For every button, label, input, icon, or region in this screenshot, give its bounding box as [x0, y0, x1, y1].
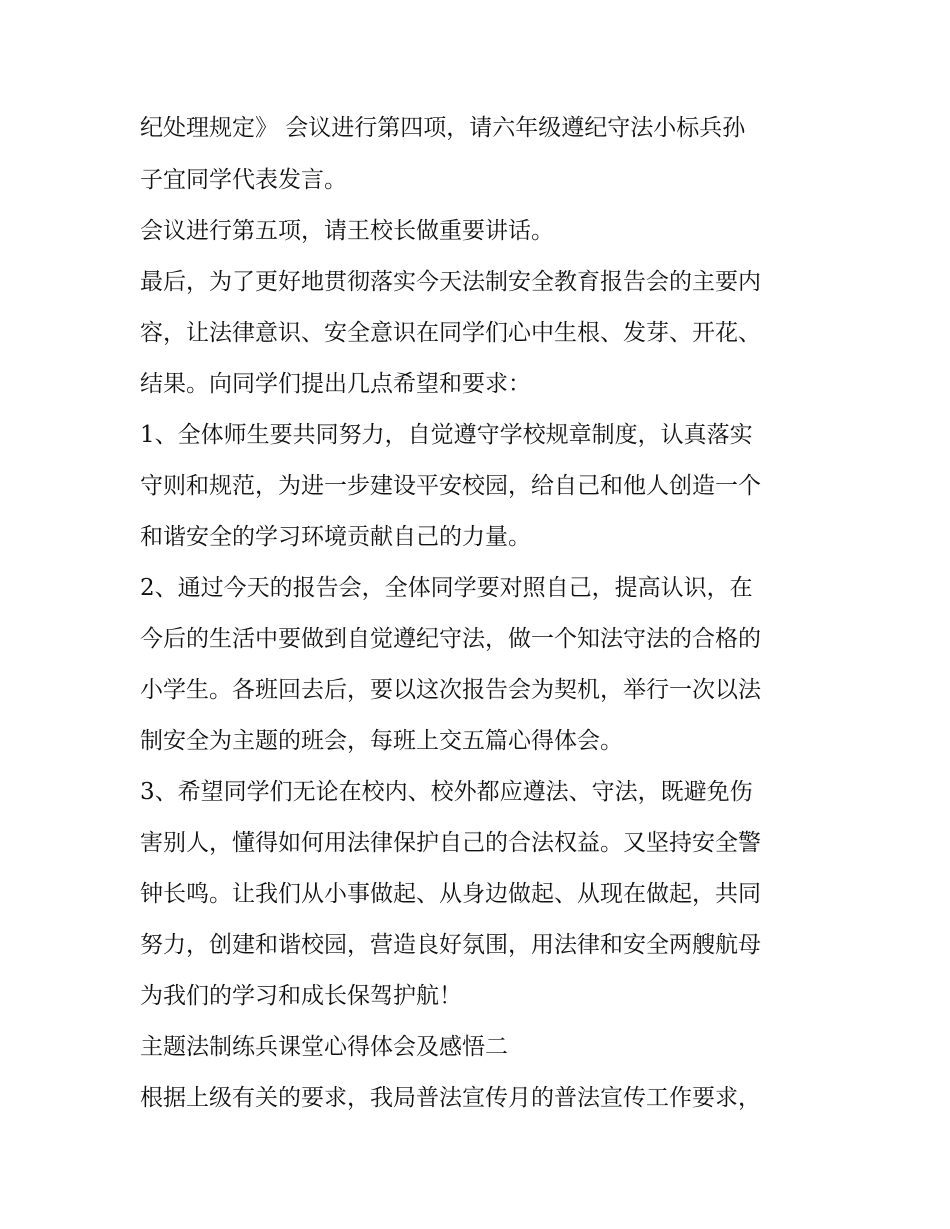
text-line: 1、全体师生要共同努力，自觉遵守学校规章制度，认真落实: [140, 422, 753, 448]
text-line: 制安全为主题的班会，每班上交五篇心得体会。: [140, 728, 623, 754]
text-line: 害别人，懂得如何用法律保护自己的合法权益。又坚持安全警: [140, 830, 761, 856]
text-line: 纪处理规定》 会议进行第四项，请六年级遵纪守法小标兵孙: [140, 115, 746, 141]
text-line: 容，让法律意识、安全意识在同学们心中生根、发芽、开花、: [140, 320, 761, 346]
text-line: 主题法制练兵课堂心得体会及感悟二: [140, 1034, 508, 1060]
text-line: 守则和规范，为进一步建设平安校园，给自己和他人创造一个: [140, 473, 761, 499]
text-line: 子宜同学代表发言。: [140, 167, 347, 193]
text-line: 为我们的学习和成长保驾护航！: [140, 983, 462, 1009]
text-line: 会议进行第五项，请王校长做重要讲话。: [140, 218, 554, 244]
text-line: 和谐安全的学习环境贡献自己的力量。: [140, 524, 531, 550]
text-line: 2、通过今天的报告会，全体同学要对照自己，提高认识，在: [140, 575, 753, 601]
text-line: 结果。向同学们提出几点希望和要求：: [140, 371, 531, 397]
text-line: 3、希望同学们无论在校内、校外都应遵法、守法，既避免伤: [140, 779, 753, 805]
text-line: 钟长鸣。让我们从小事做起、从身边做起、从现在做起，共同: [140, 881, 761, 907]
text-line: 努力，创建和谐校园，营造良好氛围，用法律和安全两艘航母: [140, 932, 761, 958]
text-line: 最后，为了更好地贯彻落实今天法制安全教育报告会的主要内: [140, 269, 761, 295]
text-line: 小学生。各班回去后，要以这次报告会为契机，举行一次以法: [140, 677, 761, 703]
text-line: 根据上级有关的要求，我局普法宣传月的普法宣传工作要求，: [140, 1085, 761, 1111]
text-line: 今后的生活中要做到自觉遵纪守法，做一个知法守法的合格的: [140, 626, 761, 652]
